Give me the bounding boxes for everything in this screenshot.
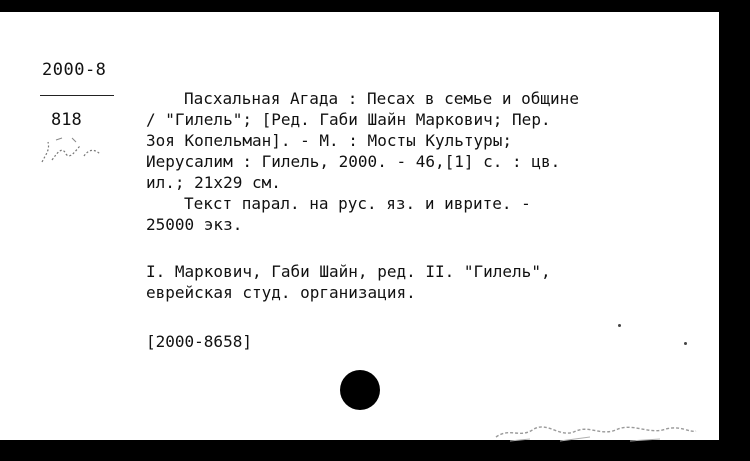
desc-line-9: еврейская студ. организация. — [146, 283, 416, 302]
bibliographic-description — [146, 88, 706, 352]
call-number-bottom: 818 — [51, 110, 82, 130]
desc-line-1: Пасхальная Агада : Песах в семье и общине — [184, 89, 579, 108]
desc-line-6: Текст парал. на рус. яз. и иврите. - — [184, 194, 531, 213]
faded-stamp — [490, 417, 700, 445]
desc-line-7: 25000 экз. — [146, 215, 243, 234]
call-number-rule — [40, 95, 114, 96]
call-number-top: 2000-8 — [42, 60, 107, 80]
scan-border — [719, 0, 750, 461]
speck — [618, 324, 621, 327]
accession-number: [2000-8658] — [146, 332, 252, 351]
desc-line-5: ил.; 21х29 см. — [146, 173, 281, 192]
desc-line-2: / "Гилель"; [Ред. Габи Шайн Маркович; Пер. — [146, 110, 551, 129]
punch-hole — [340, 370, 380, 410]
desc-line-8: I. Маркович, Габи Шайн, ред. II. "Гилель", — [146, 262, 551, 281]
catalog-card — [0, 12, 719, 440]
handwritten-mark — [36, 132, 106, 168]
desc-line-4: Иерусалим : Гилель, 2000. - 46,[1] с. : цв. — [146, 152, 561, 171]
speck — [684, 342, 687, 345]
desc-line-3: Зоя Копельман]. - М. : Мосты Культуры; — [146, 131, 513, 150]
